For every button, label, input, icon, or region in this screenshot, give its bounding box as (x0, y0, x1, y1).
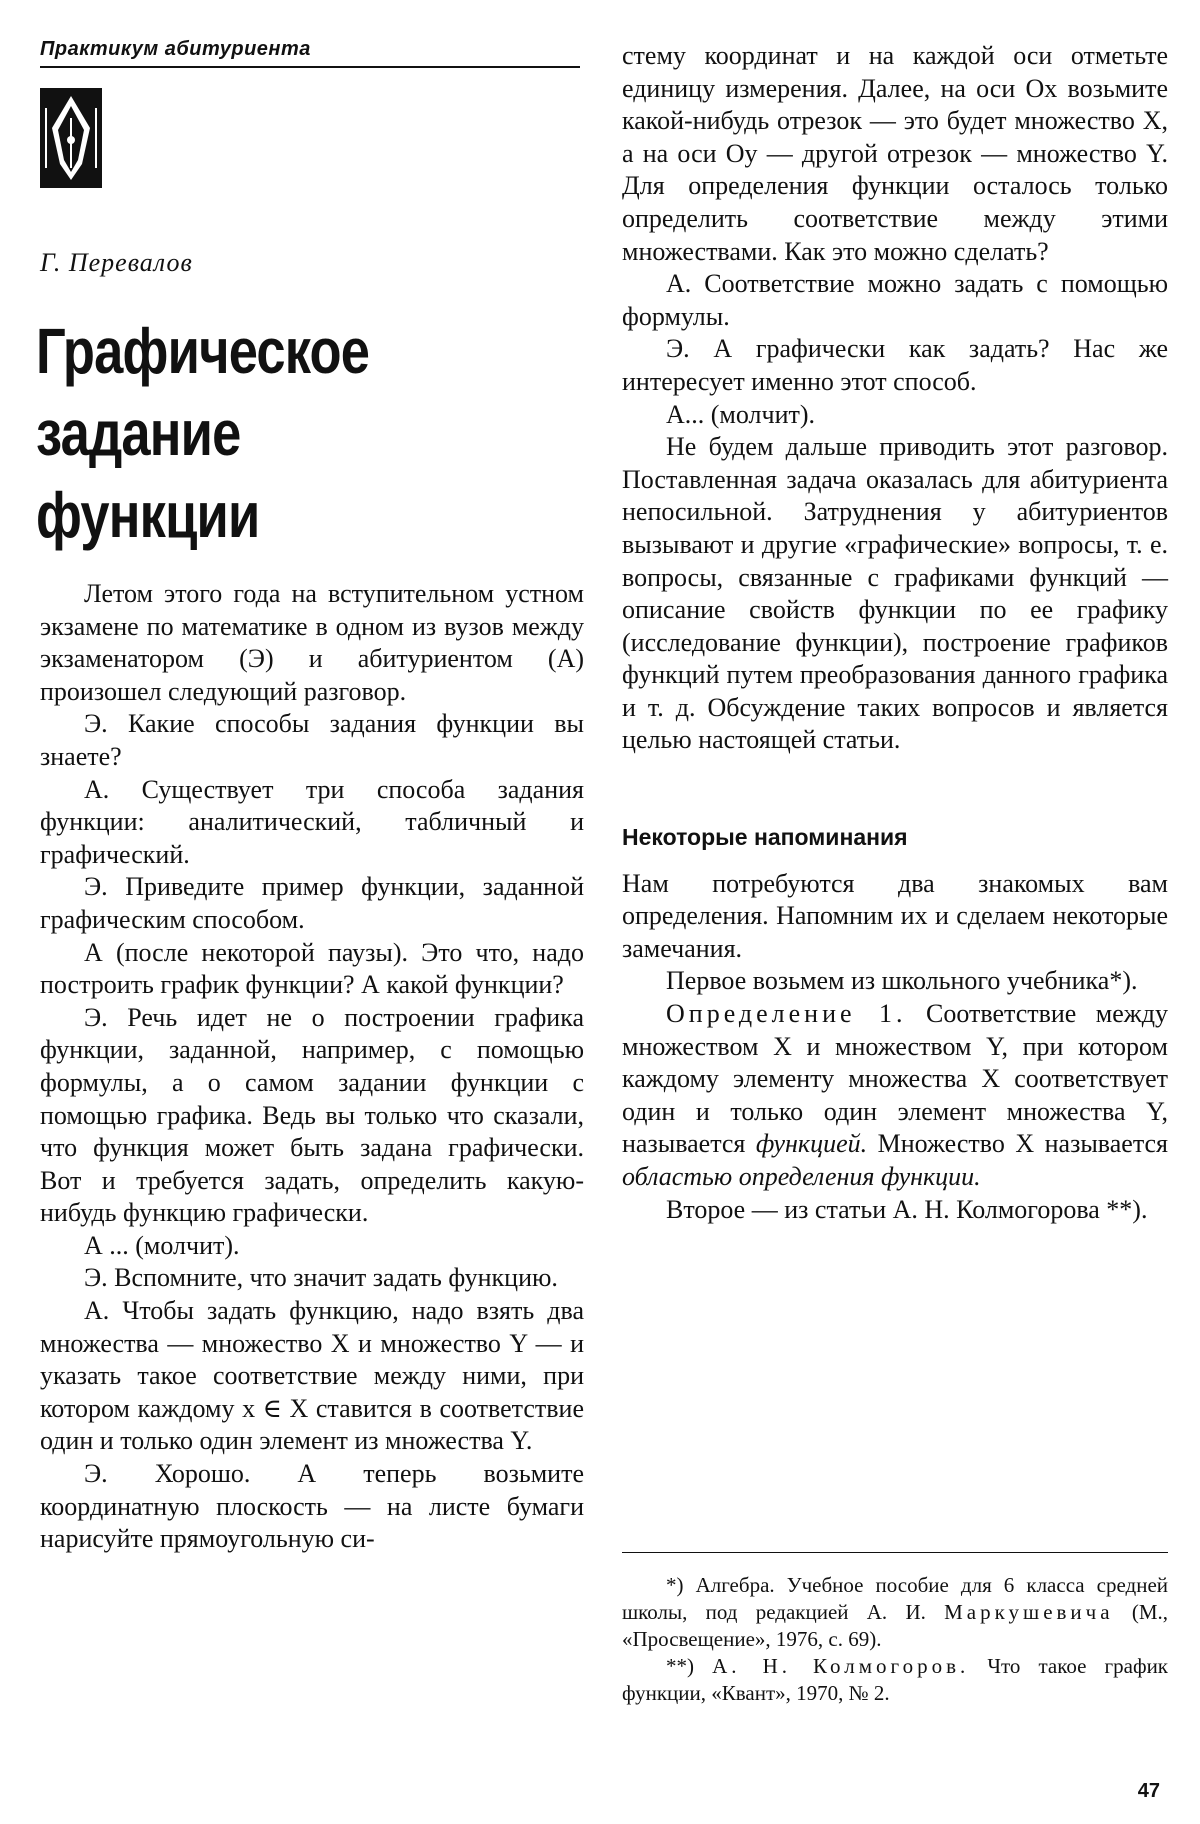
title-line: Графическое (36, 315, 370, 387)
footnote-name: А. Н. Колмогоров. (712, 1654, 970, 1678)
definition-text: Множество X называется (877, 1129, 1168, 1159)
footnote-mark: **) (666, 1654, 694, 1678)
footnote-mark: *) (666, 1573, 684, 1597)
right-column (622, 40, 1168, 1226)
paragraph: Нам потребуются два знакомых вам определения. Напомним их и сделаем некоторые замечания. (622, 868, 1168, 963)
definition (622, 998, 1168, 1194)
definition-term: областью определения функции. (622, 1162, 981, 1191)
footnote-text: (М., «Просвещение», 1976, с. 69). (622, 1600, 1168, 1651)
footnote (622, 1653, 1168, 1707)
footnotes (622, 1572, 1168, 1707)
page-number: 47 (1137, 1780, 1160, 1802)
paragraph: Летом этого года на вступительном устном экзамене по математике в одном из вузов между экзаменатором (Э) и абитуриентом (А) произошел следующий разговор. (40, 579, 584, 706)
author: Г. Перевалов (40, 248, 193, 277)
subheading: Некоторые напоминания (622, 824, 908, 851)
definition-label: Определение 1. (666, 999, 907, 1029)
paragraph: А ... (молчит). (84, 1230, 240, 1260)
paragraph: Второе — из статьи А. Н. Колмогорова **). (666, 1194, 1148, 1224)
footnote-text: Алгебра. Учебное пособие для 6 класса средней школы, под редакцией А. И. (622, 1573, 1169, 1624)
left-column (40, 578, 584, 1556)
footnote (622, 1572, 1168, 1653)
paragraph: Первое возьмем из школьного учебника*). (666, 966, 1138, 996)
article-title (36, 310, 479, 556)
definition-text: Соответствие между множеством X и множеством Y, при котором каждому элементу множества X соответствует один и только один элемент множества Y, называется (622, 999, 1168, 1159)
paragraph: А... (молчит). (666, 399, 816, 429)
title-line: задание (36, 397, 241, 469)
footnote-name: Маркушевича (944, 1600, 1114, 1624)
title-line: функции (36, 479, 260, 551)
footnote-rule (622, 1552, 1168, 1553)
paragraph: Э. Вспомните, что значит задать функцию. (84, 1263, 558, 1293)
paragraph: А. Чтобы задать функцию, надо взять два множества — множество X и множество Y — и указать такое соответствие между ними, при котором каждому x ∈ X ставится в соответствие один и только один элемент из множества Y. (40, 1296, 584, 1456)
fountain-pen-nib-icon (40, 88, 102, 188)
paragraph: А. Соответствие можно задать с помощью формулы. (622, 269, 1168, 331)
section-rule (40, 66, 580, 68)
definition-term: функцией. (755, 1129, 868, 1159)
paragraph: Не будем дальше приводить этот разговор. Поставленная задача оказалась для абитуриента непосильной. Затруднения у абитуриентов вызывают и другие «графические» вопросы, т. е. вопросы, связанные с графиками функций — описание свойств функции по ее графику (исследование функции), построение графиков функций путем преобразования данного графика и т. д. Обсуждение таких вопросов и является целью настоящей статьи. (622, 432, 1168, 755)
section-label: Практикум абитуриента (40, 38, 311, 60)
paragraph: Э. Какие способы задания функции вы знаете? (40, 709, 584, 771)
paragraph: Э. Приведите пример функции, заданной графическим способом. (40, 872, 584, 934)
paragraph: стему координат и на каждой оси отметьте единицу измерения. Далее, на оси Ox возьмите какой-нибудь отрезок — это будет множество X, а на оси Oy — другой отрезок — множество Y. Для определения функции осталось только определить соответствие между этими множествами. Как это можно сделать? (622, 41, 1168, 266)
paragraph: А (после некоторой паузы). Это что, надо построить график функции? А какой функции? (40, 937, 584, 1000)
footnote-text: Что такое график функции, «Квант», 1970, № 2. (622, 1654, 1169, 1705)
paragraph: Э. Хорошо. А теперь возьмите координатную плоскость — на листе бумаги нарисуйте прямоугольную си- (40, 1459, 584, 1554)
paragraph: Э. А графически как задать? Нас же интересует именно этот способ. (622, 334, 1168, 396)
paragraph: Э. Речь идет не о построении графика функции, заданной, например, с помощью формулы, а о самом задании функции с помощью графика. Ведь вы только что сказали, что функция может быть задана графически. Вот и требуется задать, определить какую-нибудь функцию графически. (40, 1002, 584, 1228)
paragraph: А. Существует три способа задания функции: аналитический, табличный и графический. (40, 774, 584, 869)
